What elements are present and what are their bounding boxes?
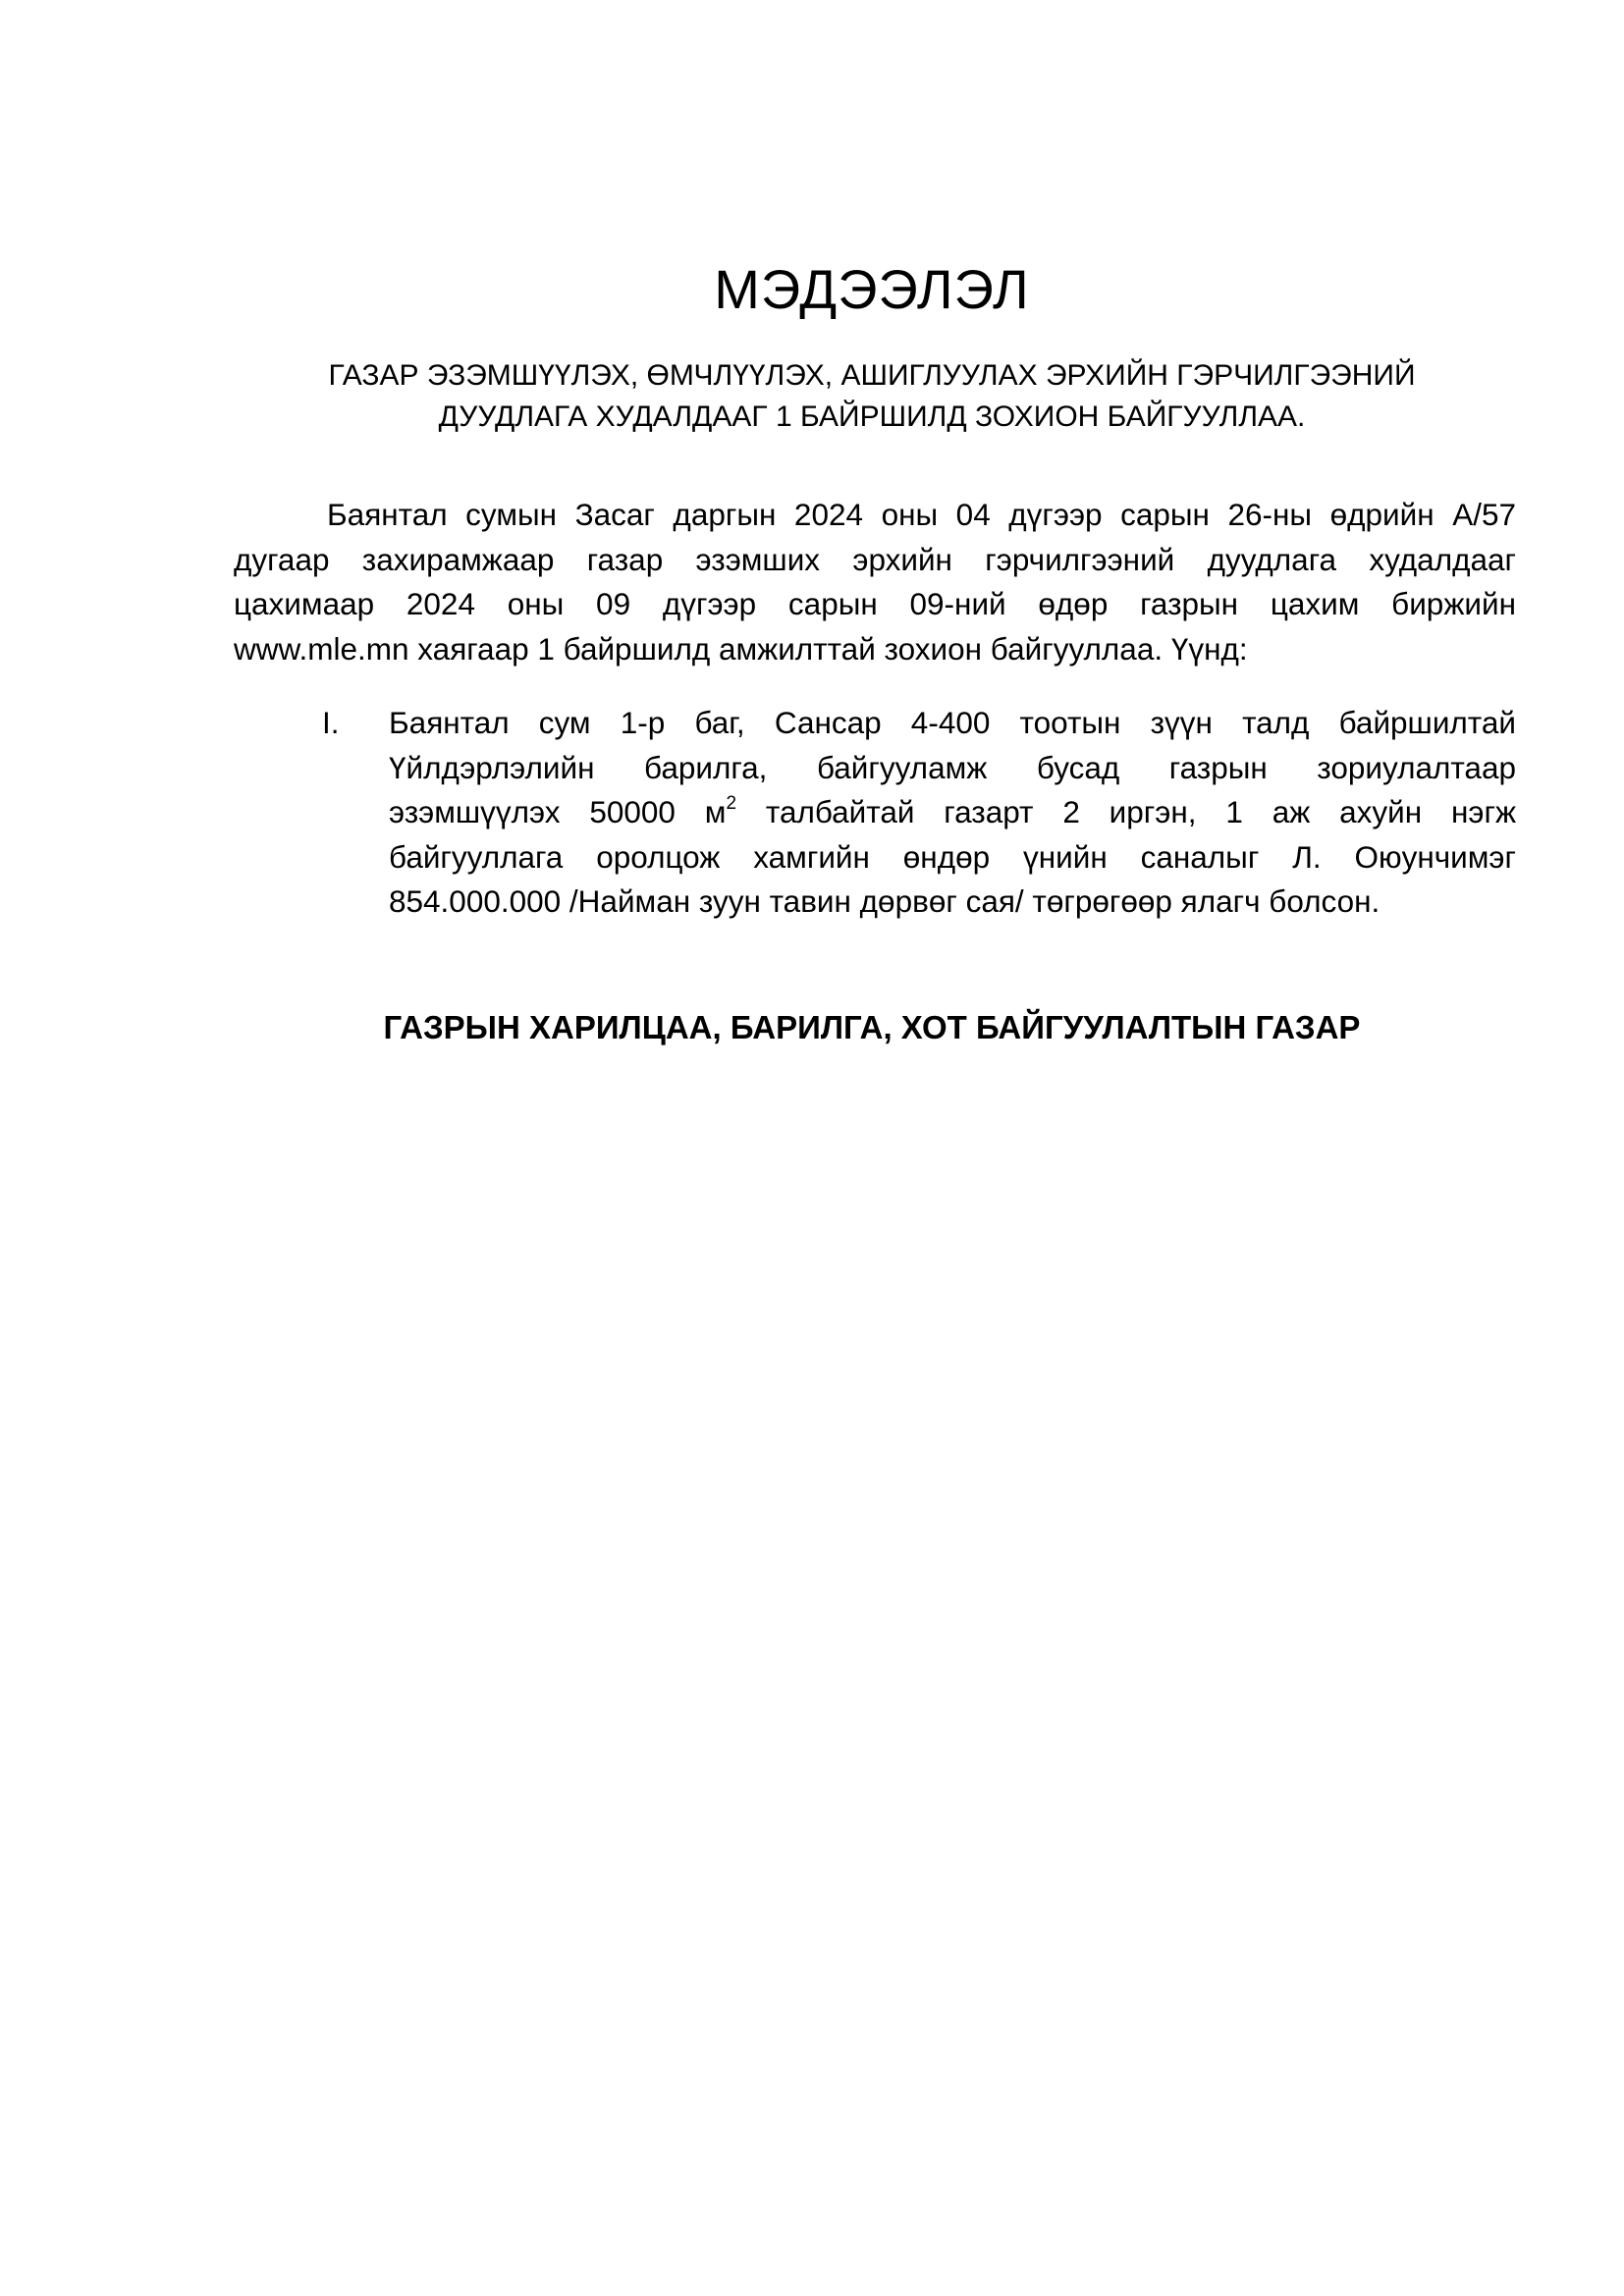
document-title: МЭДЭЭЛЭЛ [714, 258, 1030, 320]
area-text: эзэмшүүлэх 50000 м [389, 794, 727, 829]
paragraph-line: цахимаар 2024 оны 09 дүгээр сарын 09-ний өдөр газрын цахим биржийн [234, 586, 1516, 621]
paragraph-line: Баянтал сумын Засаг даргын 2024 оны 04 дүгээр сарын 26-ны өдрийн А/57 [327, 497, 1516, 532]
list-line-area [389, 790, 1516, 835]
signature-organization: ГАЗРЫН ХАРИЛЦАА, БАРИЛГА, ХОТ БАЙГУУЛАЛТЫН ГАЗАР [383, 1009, 1361, 1045]
document-subtitle [0, 355, 1624, 438]
body-paragraph [234, 493, 1516, 671]
list-line: 854.000.000 /Найман зуун тавин дөрвөг сая/ төгрөгөөр ялагч болсон. [389, 883, 1380, 919]
superscript: 2 [726, 793, 737, 814]
paragraph-line: www.mle.mn хаягаар 1 байршилд амжилттай зохион байгууллаа. Үүнд: [234, 630, 1248, 667]
subtitle-line: ДУУДЛАГА ХУДАЛДААГ 1 БАЙРШИЛД ЗОХИОН БАЙГУУЛЛАА. [438, 400, 1306, 433]
list-line: Баянтал сум 1-р баг, Сансар 4-400 тоотын зүүн талд байршилтай [389, 705, 1516, 740]
area-text-continued: талбайтай газарт 2 иргэн, 1 аж ахуйн нэгж [736, 794, 1517, 829]
list-line: байгууллага оролцож хамгийн өндөр үнийн саналыг Л. Оюунчимэг [389, 838, 1516, 875]
paragraph-line: дугаар захирамжаар газар эзэмших эрхийн гэрчилгээний дуудлага худалдааг [234, 541, 1516, 577]
subtitle-line: ГАЗАР ЭЗЭМШҮҮЛЭХ, ӨМЧЛҮҮЛЭХ, АШИГЛУУЛАХ ЭРХИЙН ГЭРЧИЛГЭЭНИЙ [328, 359, 1416, 392]
list-line: Үйлдэрлэлийн барилга, байгууламж бусад газрын зориулалтаар [389, 749, 1516, 785]
list-item-body [389, 701, 1516, 925]
list-marker: I. [322, 705, 340, 740]
